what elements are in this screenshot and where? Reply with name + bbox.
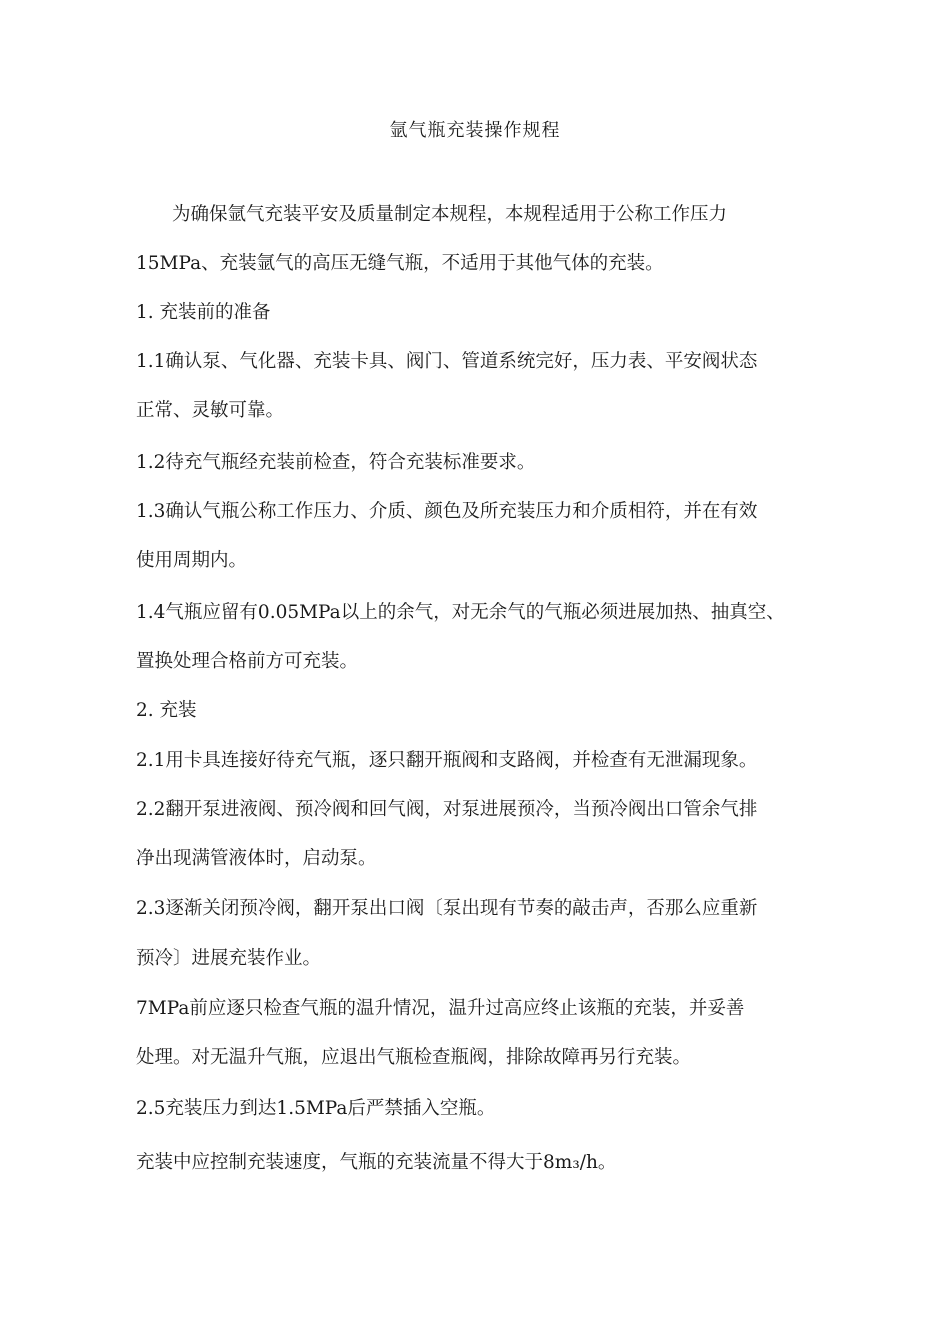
paragraph-line: 2.1用卡具连接好待充气瓶，逐只翻开瓶阀和支路阀，并检查有无泄漏现象。: [136, 750, 758, 771]
paragraph-line: 1.4气瓶应留有0.05MPa以上的余气，对无余气的气瓶必须进展加热、抽真空、: [136, 602, 785, 623]
document-title: 氩气瓶充装操作规程: [389, 120, 561, 141]
section-heading: 1. 充装前的准备: [136, 302, 271, 323]
paragraph-line: 2.3逐渐关闭预冷阀，翻开泵出口阀〔泵出现有节奏的敲击声，否那么应重新: [136, 898, 758, 919]
paragraph-line: 2.5充装压力到达1.5MPa后严禁插入空瓶。: [136, 1098, 496, 1119]
paragraph-line: 预冷〕进展充装作业。: [136, 948, 322, 969]
paragraph-line: 处理。对无温升气瓶，应退出气瓶检查瓶阀，排除故障再另行充装。: [136, 1047, 692, 1068]
paragraph-line: 1.2待充气瓶经充装前检查，符合充装标准要求。: [136, 452, 536, 473]
paragraph-line: 7MPa前应逐只检查气瓶的温升情况，温升过高应终止该瓶的充装，并妥善: [136, 998, 745, 1019]
paragraph-line: 15MPa、充装氩气的高压无缝气瓶，不适用于其他气体的充装。: [136, 253, 664, 274]
section-heading: 2. 充装: [136, 700, 197, 721]
paragraph-line: 2.2翻开泵进液阀、预冷阀和回气阀，对泵进展预冷，当预冷阀出口管余气排: [136, 799, 758, 820]
paragraph-line: 使用周期内。: [136, 550, 248, 571]
paragraph-line: 正常、灵敏可靠。: [136, 400, 285, 421]
paragraph-line: 充装中应控制充装速度，气瓶的充装流量不得大于8m₃/h。: [136, 1152, 617, 1173]
paragraph-line: 净出现满管液体时，启动泵。: [136, 848, 377, 869]
paragraph-line: 置换处理合格前方可充装。: [136, 651, 359, 672]
paragraph-line: 为确保氩气充装平安及质量制定本规程，本规程适用于公称工作压力: [172, 204, 728, 225]
paragraph-line: 1.3确认气瓶公称工作压力、介质、颜色及所充装压力和介质相符，并在有效: [136, 501, 758, 522]
paragraph-line: 1.1确认泵、气化器、充装卡具、阀门、管道系统完好，压力表、平安阀状态: [136, 351, 758, 372]
